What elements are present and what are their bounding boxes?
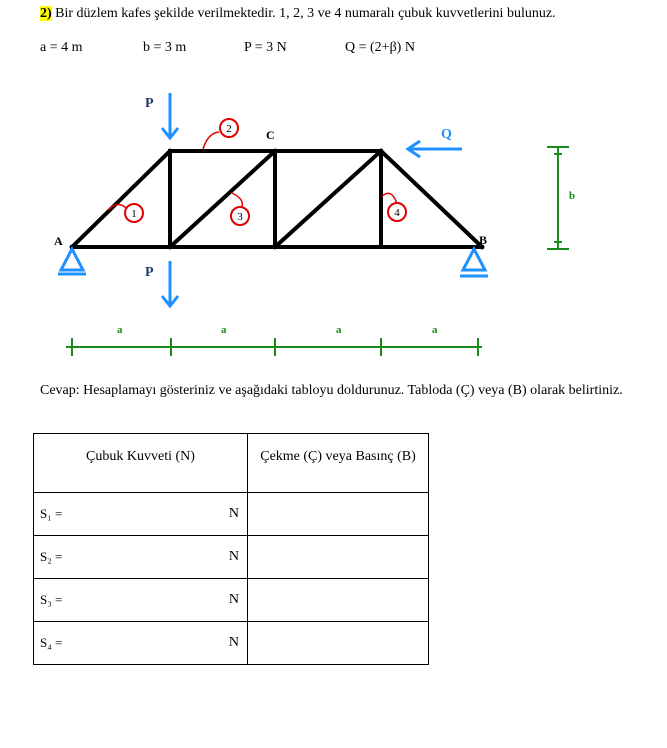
label-p-top: P xyxy=(145,96,154,111)
table-row xyxy=(34,536,429,579)
results-table xyxy=(33,433,429,665)
support-b xyxy=(460,249,488,276)
label-q: Q xyxy=(441,127,452,142)
force-cell[interactable] xyxy=(34,493,248,536)
param-p: P = 3 N xyxy=(244,40,287,55)
force-unit: N xyxy=(228,592,239,607)
type-cell[interactable] xyxy=(248,622,429,665)
force-label: S₄ = xyxy=(40,635,63,650)
force-unit: N xyxy=(228,506,239,521)
param-q: Q = (2+β) N xyxy=(345,40,415,55)
force-label: S₁ = xyxy=(40,506,63,521)
table-row xyxy=(34,579,429,622)
table-row xyxy=(34,493,429,536)
param-a: a = 4 m xyxy=(40,40,83,55)
member-4-diagonal xyxy=(381,151,482,247)
force-label: S₃ = xyxy=(40,592,63,607)
answer-instructions: Cevap: Hesaplamayı gösteriniz ve aşağıdaki tabloyu doldurunuz. Tabloda (Ç) veya (B) olarak belirtiniz. xyxy=(40,383,623,398)
member-tag-3 xyxy=(231,193,249,225)
force-cell[interactable] xyxy=(34,622,248,665)
member-tag-2-label: 2 xyxy=(226,123,232,135)
member-tag-1 xyxy=(108,204,143,222)
force-p-top xyxy=(162,93,178,138)
table-row xyxy=(34,622,429,665)
force-p-bottom xyxy=(162,261,178,306)
question-number: 2) xyxy=(40,6,52,21)
member-tag-4-label: 4 xyxy=(394,207,400,219)
header-type: Çekme (Ç) veya Basınç (B) xyxy=(248,434,429,493)
label-c: C xyxy=(266,128,275,142)
label-a: A xyxy=(54,234,63,248)
header-force: Çubuk Kuvveti (N) xyxy=(34,434,248,493)
diagonal-5 xyxy=(275,151,381,247)
member-tag-4 xyxy=(382,193,406,221)
diagonal-3 xyxy=(170,151,275,247)
dimension-b xyxy=(547,147,569,249)
member-tag-3-label: 3 xyxy=(237,211,243,223)
label-a-2: a xyxy=(221,324,227,336)
type-cell[interactable] xyxy=(248,493,429,536)
question-text: Bir düzlem kafes şekilde verilmektedir. 1, 2, 3 ve 4 numaralı çubuk kuvvetlerini bulunuz. xyxy=(51,6,556,21)
support-a xyxy=(58,249,86,274)
member-tag-2 xyxy=(203,119,238,149)
force-label: S₂ = xyxy=(40,549,63,564)
label-b-node: B xyxy=(479,233,488,247)
force-cell[interactable] xyxy=(34,536,248,579)
table-header-row xyxy=(34,434,429,493)
force-cell[interactable] xyxy=(34,579,248,622)
type-cell[interactable] xyxy=(248,536,429,579)
label-a-4: a xyxy=(432,324,438,336)
dimension-a xyxy=(66,338,482,356)
type-cell[interactable] xyxy=(248,579,429,622)
force-unit: N xyxy=(228,635,239,650)
label-p-bottom: P xyxy=(145,265,154,280)
truss-members xyxy=(72,151,482,247)
force-q xyxy=(408,141,462,157)
label-b-dimension: b xyxy=(569,190,576,202)
force-unit: N xyxy=(228,549,239,564)
member-1 xyxy=(72,151,170,247)
label-a-1: a xyxy=(117,324,123,336)
label-a-3: a xyxy=(336,324,342,336)
member-tag-1-label: 1 xyxy=(131,208,137,220)
param-b: b = 3 m xyxy=(143,40,187,55)
